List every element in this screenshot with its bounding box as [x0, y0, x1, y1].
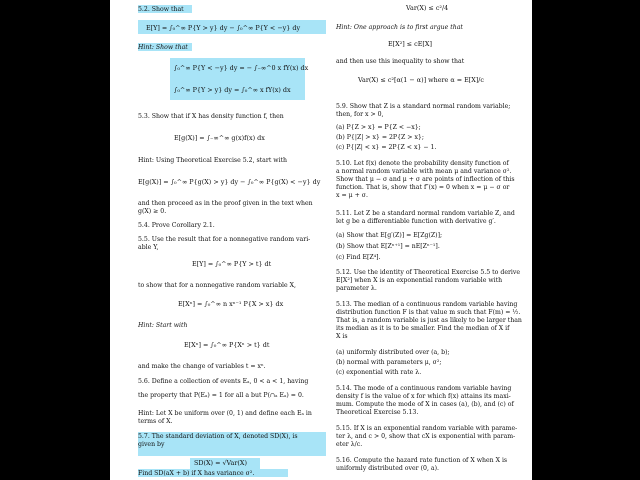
text-5-3-cont: and then proceed as in the proof given in the text when	[138, 200, 313, 207]
exercise-5-2-title: 5.2. Show that	[138, 6, 184, 13]
hint-equation-1: ∫₀^∞ P{Y < −y} dy = − ∫₋∞^0 x fY(x) dx	[174, 64, 309, 72]
text-5-11-cont: let g be a differentiable function with derivative g′.	[336, 218, 496, 225]
exercise-5-15-title: 5.15. If X is an exponential random variable with parame-	[336, 425, 518, 432]
item-5-13-a: (a) uniformly distributed over (a, b);	[336, 349, 450, 356]
hint-5-6: Hint: Let X be uniform over (0, 1) and define each Eₐ in	[138, 410, 312, 417]
text-5-15-b: eter λ/c.	[336, 441, 363, 448]
text-5-14-b: mum. Compute the mode of X in cases (a), (b), and (c) of	[336, 401, 514, 408]
exercise-5-13-title: 5.13. The median of a continuous random variable having	[336, 301, 518, 308]
text-5-7-cont: given by	[138, 441, 165, 448]
hint-5-3: Hint: Using Theoretical Exercise 5.2, start with	[138, 157, 288, 164]
text-5-13-b: That is, a random variable is just as likely to be larger than	[336, 317, 522, 324]
text-5-10-b: Show that μ − σ and μ + σ are points of inflection of this	[336, 176, 515, 183]
text-5-5-end: and make the change of variables t = xⁿ.	[138, 363, 266, 370]
exercise-5-9-title: 5.9. Show that Z is a standard normal random variable;	[336, 103, 511, 110]
text-5-16-a: uniformly distributed over (0, a).	[336, 465, 439, 472]
exercise-5-5-title: 5.5. Use the result that for a nonnegative random vari-	[138, 236, 311, 243]
text-5-10-c: function. That is, show that f″(x) = 0 when x = μ − σ or	[336, 184, 510, 191]
text-5-13-d: X is	[336, 333, 348, 340]
equation-5-3-hint: E[g(X)] = ∫₀^∞ P{g(X) > y} dy − ∫₀^∞ P{g(X) < −y} dy	[138, 178, 321, 186]
hint-5-8: Hint: One approach is to first argue that	[336, 24, 463, 31]
exercise-5-3-title: 5.3. Show that if X has density function f, then	[138, 113, 284, 120]
equation-var-bound: Var(X) ≤ c²/4	[406, 4, 449, 12]
text-5-12-a: E[X²] when X is an exponential random variable with	[336, 277, 503, 284]
equation-5-5-c: E[Xⁿ] = ∫₀^∞ P{Xⁿ > t} dt	[184, 341, 270, 349]
exercise-5-12-title: 5.12. Use the identity of Theoretical Exercise 5.5 to derive	[336, 269, 521, 276]
text-5-6-cont: the property that P(Eₐ) = 1 for all a but P(∩ₐ Eₐ) = 0.	[138, 392, 304, 399]
question-5-7: Find SD(aX + b) if X has variance σ².	[138, 470, 255, 477]
exercise-5-6-title: 5.6. Define a collection of events Eₐ, 0 < a < 1, having	[138, 378, 309, 385]
item-5-9-c: (c) P{|Z| < x} = 2P{Z < x} − 1.	[336, 144, 437, 151]
exercise-5-10-title: 5.10. Let f(x) denote the probability density function of	[336, 160, 509, 167]
text-5-15-a: ter λ, and c > 0, show that cX is exponential with param-	[336, 433, 516, 440]
textbook-page	[110, 0, 532, 480]
text-5-9-cont: then, for x > 0,	[336, 111, 384, 118]
equation-5-2: E[Y] = ∫₀^∞ P{Y > y} dy − ∫₀^∞ P{Y < −y} dy	[146, 24, 301, 32]
hint-label: Hint: Show that	[138, 44, 188, 51]
item-5-11-b: (b) Show that E[Zⁿ⁺¹] = nE[Zⁿ⁻¹].	[336, 243, 440, 250]
equation-5-3: E[g(X)] = ∫₋∞^∞ g(x)f(x) dx	[174, 134, 265, 142]
item-5-11-c: (c) Find E[Z⁴].	[336, 254, 381, 261]
exercise-5-16-title: 5.16. Compute the hazard rate function of X when X is	[336, 457, 508, 464]
equation-5-5-a: E[Y] = ∫₀^∞ P{Y > t} dt	[192, 260, 272, 268]
item-5-9-a: (a) P{Z > x} = P{Z < −x};	[336, 124, 421, 131]
item-5-11-a: (a) Show that E[g′(Z)] = E[Zg(Z)];	[336, 232, 443, 239]
exercise-5-7-title: 5.7. The standard deviation of X, denoted SD(X), is	[138, 433, 298, 440]
text-5-12-b: parameter λ.	[336, 285, 377, 292]
equation-5-7: SD(X) = √Var(X)	[194, 459, 247, 467]
item-5-9-b: (b) P{|Z| > x} = 2P{Z > x};	[336, 134, 424, 141]
equation-5-5-b: E[Xⁿ] = ∫₀^∞ n xⁿ⁻¹ P{X > x} dx	[178, 300, 284, 308]
text-5-14-a: density f is the value of x for which f(x) attains its maxi-	[336, 393, 511, 400]
text-5-14-c: Theoretical Exercise 5.13.	[336, 409, 419, 416]
hint-5-6-end: terms of X.	[138, 418, 173, 425]
text-5-5-b: to show that for a nonnegative random variable X,	[138, 282, 297, 289]
text-5-8-cont: and then use this inequality to show that	[336, 58, 465, 65]
item-5-13-b: (b) normal with parameters μ, σ²;	[336, 359, 442, 366]
equation-ex2-bound: E[X²] ≤ cE[X]	[388, 40, 432, 48]
equation-var-alpha: Var(X) ≤ c²[α(1 − α)] where α = E[X]/c	[358, 76, 485, 84]
text-5-5-cont: able Y,	[138, 244, 159, 251]
item-5-13-c: (c) exponential with rate λ.	[336, 369, 422, 376]
hint-5-5: Hint: Start with	[138, 322, 188, 329]
text-5-13-a: distribution function F is that value m such that F(m) = ½.	[336, 309, 521, 316]
exercise-5-11-title: 5.11. Let Z be a standard normal random variable Z, and	[336, 210, 515, 217]
exercise-5-14-title: 5.14. The mode of a continuous random variable having	[336, 385, 512, 392]
text-5-13-c: its median as it is to be smaller. Find the median of X if	[336, 325, 510, 332]
exercise-5-4-title: 5.4. Prove Corollary 2.1.	[138, 222, 215, 229]
text-5-10-d: x = μ + σ.	[336, 192, 368, 199]
text-5-3-end: g(X) ≥ 0.	[138, 208, 167, 215]
hint-equation-2: ∫₀^∞ P{Y > y} dy = ∫₀^∞ x fY(x) dx	[174, 86, 291, 94]
text-5-10-a: a normal random variable with mean μ and variance σ².	[336, 168, 512, 175]
